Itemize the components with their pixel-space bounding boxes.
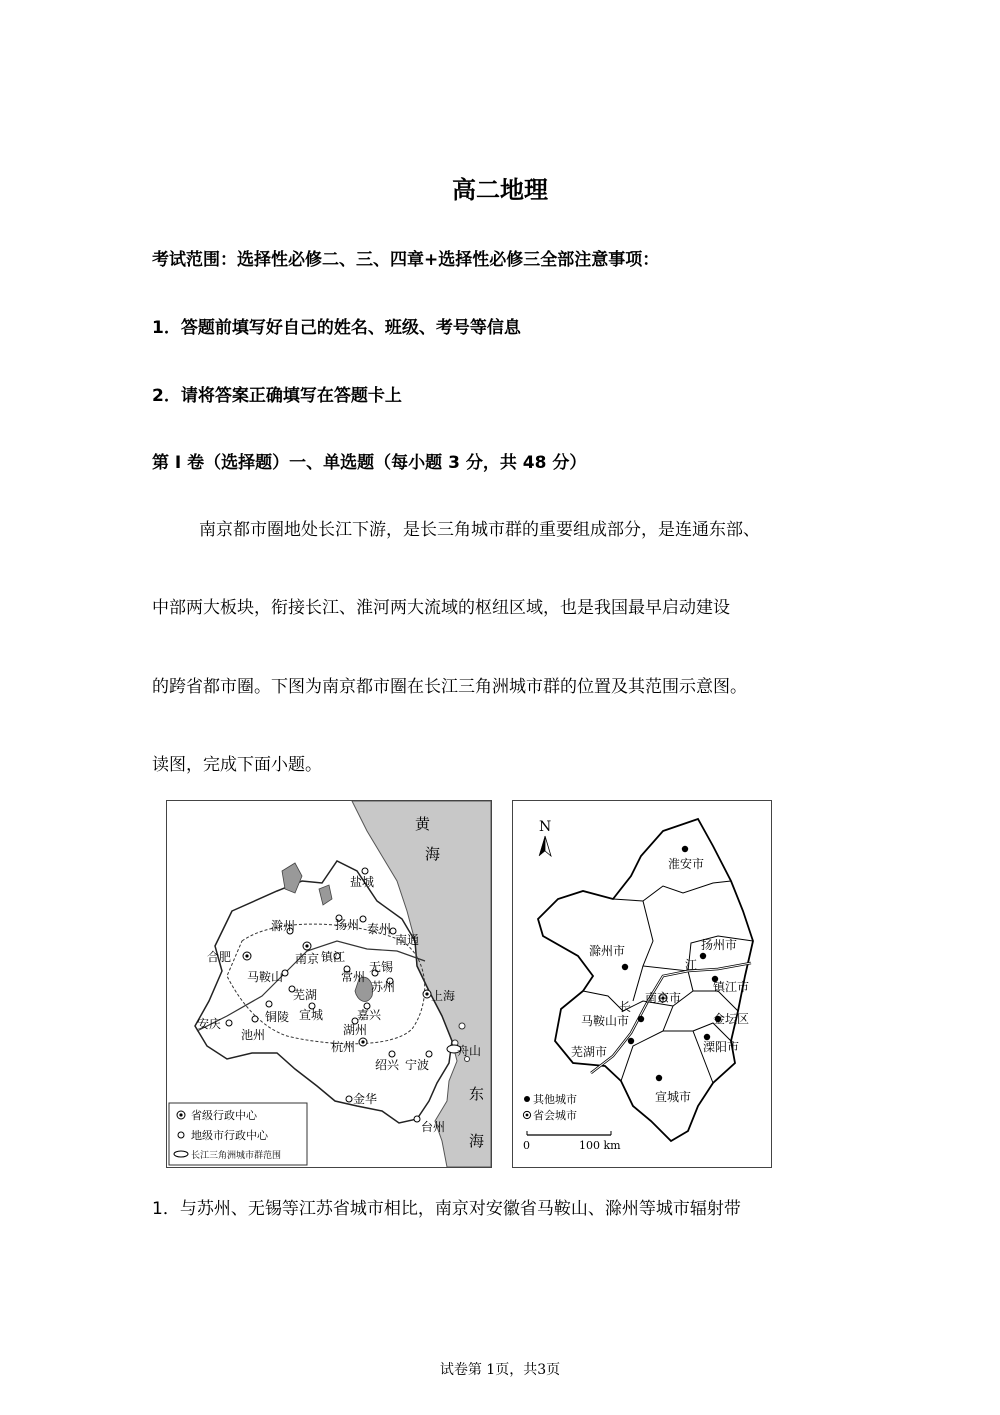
city-label: 溧阳市 — [703, 1040, 740, 1054]
city-label: 镇江市 — [713, 980, 750, 994]
passage-line-3: 的跨省都市圈。下图为南京都市圈在长江三角洲城市群的位置及其范围示意图。 — [152, 677, 747, 697]
passage-line-4: 读图，完成下面小题。 — [152, 755, 322, 775]
city-label: 南京市 — [645, 991, 682, 1005]
sea-label-hai-2: 海 — [469, 1132, 485, 1150]
city-label: 金华 — [353, 1092, 378, 1106]
city-label: 镇江 — [321, 950, 346, 964]
legend-prefecture-center: 地级市行政中心 — [191, 1129, 268, 1142]
city-label: 上海 — [431, 989, 456, 1003]
city-label: 杭州 — [331, 1040, 356, 1054]
sea-label-hai-1: 海 — [425, 845, 441, 863]
scale-zero: 0 — [523, 1139, 530, 1152]
city-label: 安庆 — [197, 1017, 222, 1031]
passage-line-1: 南京都市圈地处长江下游，是长三角城市群的重要组成部分，是连通东部、 — [199, 520, 760, 540]
page-title: 高二地理 — [452, 176, 548, 204]
city-label: 扬州 — [335, 918, 360, 932]
city-label: 扬州市 — [701, 938, 738, 952]
note-1: 1．答题前填写好自己的姓名、班级、考号等信息 — [152, 318, 521, 338]
sea-label-huang: 黄 — [415, 815, 431, 833]
city-label: 江 — [685, 958, 698, 972]
city-label: 绍兴 — [375, 1058, 400, 1072]
city-label: 金坛区 — [713, 1012, 750, 1026]
city-label: 湖州 — [343, 1023, 368, 1037]
section-heading: 第 I 卷（选择题）一、单选题（每小题 3 分，共 48 分） — [152, 453, 587, 473]
city-label: 南通 — [395, 933, 420, 947]
city-label: 无锡 — [369, 960, 394, 974]
passage-line-2: 中部两大板块，衔接长江、淮河两大流域的枢纽区域，也是我国最早启动建设 — [152, 598, 730, 618]
sea-label-dong: 东 — [469, 1085, 485, 1103]
city-label: 淮安市 — [668, 857, 705, 871]
scale-100km: 100 km — [579, 1139, 621, 1152]
city-label: 苏州 — [371, 980, 396, 994]
legend-capital-city: 省会城市 — [533, 1109, 577, 1122]
city-label: 泰州 — [367, 922, 392, 936]
city-label: 芜湖市 — [571, 1045, 608, 1059]
city-label: 滁州 — [271, 919, 296, 933]
legend-other-city: 其他城市 — [533, 1093, 577, 1106]
city-label: 马鞍山 — [247, 970, 284, 984]
north-label: N — [539, 819, 552, 835]
legend-agglomeration-range: 长江三角洲城市群范围 — [191, 1151, 282, 1161]
north-arrow-icon — [539, 836, 545, 856]
city-label: 合肥 — [207, 950, 232, 964]
city-label: 长 — [619, 1000, 632, 1014]
yangtze-delta-map — [166, 800, 492, 1168]
city-label: 盐城 — [350, 875, 375, 889]
city-label: 铜陵 — [265, 1010, 290, 1024]
city-label: 宁波 — [405, 1058, 430, 1072]
city-label: 嘉兴 — [357, 1008, 382, 1022]
question-1: 1．与苏州、无锡等江苏省城市相比，南京对安徽省马鞍山、滁州等城市辐射带 — [152, 1199, 741, 1219]
legend-provincial-center: 省级行政中心 — [191, 1109, 257, 1122]
exam-scope: 考试范围：选择性必修二、三、四章+选择性必修三全部注意事项： — [152, 250, 660, 270]
city-label: 南京 — [295, 952, 320, 966]
city-label: 芜湖 — [293, 988, 318, 1002]
city-label: 宣城 — [299, 1008, 324, 1022]
city-label: 池州 — [241, 1028, 266, 1042]
city-label: 滁州市 — [589, 944, 626, 958]
page-footer: 试卷第 1页，共3页 — [439, 1362, 561, 1378]
city-label: 马鞍山市 — [581, 1014, 630, 1028]
city-label: 舟山 — [457, 1044, 482, 1058]
city-label: 台州 — [421, 1120, 446, 1134]
city-label: 宣城市 — [655, 1090, 692, 1104]
nanjing-metro-map — [512, 800, 772, 1168]
city-label: 常州 — [341, 970, 366, 984]
note-2: 2．请将答案正确填写在答题卡上 — [152, 386, 402, 406]
